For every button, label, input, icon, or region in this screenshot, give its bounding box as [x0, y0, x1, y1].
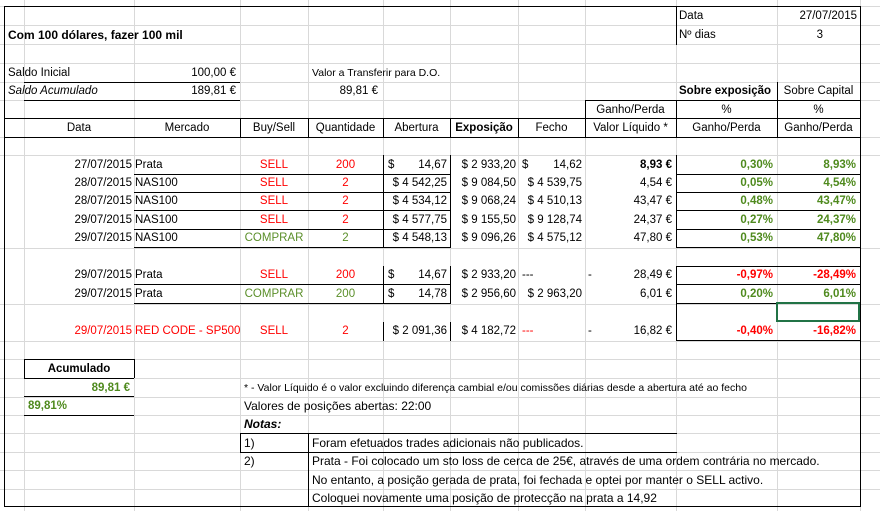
row-exposure: $ 9 068,24: [461, 195, 516, 207]
note-2-number: 2): [244, 454, 255, 468]
selected-cell[interactable]: [776, 302, 860, 322]
row-date: 29/07/2015: [74, 288, 132, 300]
row-date: 29/07/2015: [74, 214, 132, 226]
transfer-label: Valor a Transferir para D.O.: [312, 67, 441, 79]
row-net: 8,93 €: [640, 159, 672, 171]
row-side: SELL: [259, 159, 289, 171]
row-date: 29/07/2015: [74, 325, 132, 337]
note-1-text: Foram efetuados trades adicionais não publicados.: [312, 436, 584, 450]
row-dash: -: [588, 325, 592, 337]
row-side: COMPRAR: [244, 232, 304, 244]
col-header-exposicao: Exposição: [455, 122, 513, 134]
row-qty: 2: [342, 195, 349, 207]
header-sobre-capital: Sobre Capital: [783, 85, 854, 97]
notes-label: Notas:: [244, 417, 282, 431]
row-market: Prata: [135, 159, 163, 171]
acumulado-value: 89,81 €: [91, 382, 130, 394]
row-date: 28/07/2015: [74, 177, 132, 189]
row-close: $ 2 963,20: [527, 288, 582, 300]
row-close: $ 4 575,12: [527, 232, 582, 244]
row-exp-pct: 0,48%: [740, 195, 773, 207]
row-exp-pct: 0,53%: [740, 232, 773, 244]
row-exposure: $ 2 933,20: [461, 159, 516, 171]
row-exp-pct: 0,27%: [740, 214, 773, 226]
row-date: 28/07/2015: [74, 195, 132, 207]
row-open: $ 4 548,13: [392, 232, 447, 244]
row-date: 29/07/2015: [74, 269, 132, 281]
row-cap-pct: -16,82%: [813, 325, 856, 337]
row-open-currency: $: [388, 288, 395, 300]
sheet-title: Com 100 dólares, fazer 100 mil: [8, 28, 183, 42]
row-market: NAS100: [135, 214, 178, 226]
row-market: NAS100: [135, 232, 178, 244]
row-open: $ 4 542,25: [392, 177, 447, 189]
acumulado-label: Acumulado: [47, 363, 111, 375]
footnote: * - Valor Líquido é o valor excluindo diferença cambial e/ou comissões diárias desde a abertura até ao fecho: [244, 382, 747, 394]
col-header-valor-liquido: Valor Líquido *: [593, 122, 668, 134]
row-cap-pct: -28,49%: [813, 269, 856, 281]
note-2-line-2: No entanto, a posição gerada de prata, foi fechada e optei por manter o SELL activo.: [312, 473, 764, 487]
row-market: Prata: [135, 269, 163, 281]
row-date: 29/07/2015: [74, 232, 132, 244]
col-header-ganho-capital: Ganho/Perda: [784, 122, 853, 134]
days-value: 3: [816, 29, 823, 41]
row-market: Prata: [135, 288, 163, 300]
row-open: 14,67: [418, 269, 447, 281]
row-exp-pct: 0,05%: [740, 177, 773, 189]
col-header-fecho: Fecho: [535, 122, 568, 134]
row-qty: 2: [342, 232, 349, 244]
header-pct-capital: %: [813, 104, 824, 116]
row-close: $ 4 539,75: [527, 177, 582, 189]
accum-balance-label: Saldo Acumulado: [8, 85, 98, 97]
row-cap-pct: 4,54%: [823, 177, 856, 189]
row-cap-pct: 8,93%: [823, 159, 856, 171]
row-qty: 200: [335, 159, 356, 171]
col-header-ganho-exposicao: Ganho/Perda: [692, 122, 761, 134]
col-header-buysell: Buy/Sell: [252, 122, 296, 134]
row-exposure: $ 9 096,26: [461, 232, 516, 244]
row-net: 43,47 €: [633, 195, 672, 207]
date-value: 27/07/2015: [799, 10, 857, 22]
row-side: SELL: [259, 269, 289, 281]
row-side: SELL: [259, 214, 289, 226]
row-open: 14,67: [418, 159, 447, 171]
row-market: RED CODE - SP500: [135, 325, 241, 337]
header-sobre-exposicao: Sobre exposição: [679, 85, 772, 97]
row-cap-pct: 24,37%: [816, 214, 856, 226]
row-side: SELL: [259, 177, 289, 189]
row-close-currency: $: [522, 159, 529, 171]
row-close: 14,62: [553, 159, 582, 171]
row-exp-pct: -0,97%: [736, 269, 773, 281]
date-label: Data: [679, 10, 704, 22]
row-close: ---: [522, 325, 534, 337]
row-net: 24,37 €: [633, 214, 672, 226]
row-exposure: $ 9 084,50: [461, 177, 516, 189]
note-2-line-1: Prata - Foi colocado um sto loss de cerca de 25€, através de uma ordem contrária no mercado.: [312, 454, 820, 468]
row-exp-pct: 0,30%: [740, 159, 773, 171]
row-exposure: $ 2 956,60: [461, 288, 516, 300]
row-net: 16,82 €: [633, 325, 672, 337]
col-header-data: Data: [66, 122, 92, 134]
days-label: Nº dias: [679, 29, 716, 41]
row-cap-pct: 47,80%: [816, 232, 856, 244]
row-exp-pct: -0,40%: [736, 325, 773, 337]
row-open: $ 4 577,75: [392, 214, 447, 226]
row-close: $ 4 510,13: [527, 195, 582, 207]
row-open: $ 2 091,36: [392, 325, 447, 337]
col-header-quantidade: Quantidade: [315, 122, 376, 134]
row-open-currency: $: [388, 269, 395, 281]
open-positions-note: Valores de posições abertas: 22:00: [244, 399, 432, 413]
initial-balance-label: Saldo Inicial: [8, 67, 71, 79]
row-net: 6,01 €: [640, 288, 672, 300]
col-header-mercado: Mercado: [164, 122, 210, 134]
row-exposure: $ 9 155,50: [461, 214, 516, 226]
row-net: 28,49 €: [633, 269, 672, 281]
row-dash: -: [588, 269, 592, 281]
row-close: ---: [522, 269, 534, 281]
row-open-currency: $: [388, 159, 395, 171]
row-side: SELL: [259, 195, 289, 207]
row-exposure: $ 4 182,72: [461, 325, 516, 337]
row-close: $ 9 128,74: [527, 214, 582, 226]
note-1-number: 1): [244, 436, 255, 450]
row-exp-pct: 0,20%: [740, 288, 773, 300]
note-2-line-3: Coloquei novamente uma posição de protecção na prata a 14,92: [312, 491, 657, 505]
row-cap-pct: 43,47%: [816, 195, 856, 207]
row-qty: 2: [342, 214, 349, 226]
transfer-value: 89,81 €: [339, 85, 378, 97]
row-qty: 2: [342, 325, 349, 337]
initial-balance-value: 100,00 €: [191, 67, 236, 79]
header-pct-exposicao: %: [721, 104, 732, 116]
row-qty: 200: [335, 269, 356, 281]
row-side: SELL: [259, 325, 289, 337]
row-net: 4,54 €: [640, 177, 672, 189]
row-market: NAS100: [135, 177, 178, 189]
row-open: $ 4 534,12: [392, 195, 447, 207]
accum-balance-value: 189,81 €: [191, 85, 236, 97]
row-open: 14,78: [418, 288, 447, 300]
row-side: COMPRAR: [244, 288, 304, 300]
row-cap-pct: 6,01%: [823, 288, 856, 300]
row-date: 27/07/2015: [74, 159, 132, 171]
header-ganho-perda: Ganho/Perda: [596, 104, 665, 116]
col-header-abertura: Abertura: [394, 122, 439, 134]
acumulado-pct: 89,81%: [28, 400, 68, 412]
row-qty: 2: [342, 177, 349, 189]
row-market: NAS100: [135, 195, 178, 207]
row-qty: 200: [335, 288, 356, 300]
row-net: 47,80 €: [633, 232, 672, 244]
row-exposure: $ 2 933,20: [461, 269, 516, 281]
